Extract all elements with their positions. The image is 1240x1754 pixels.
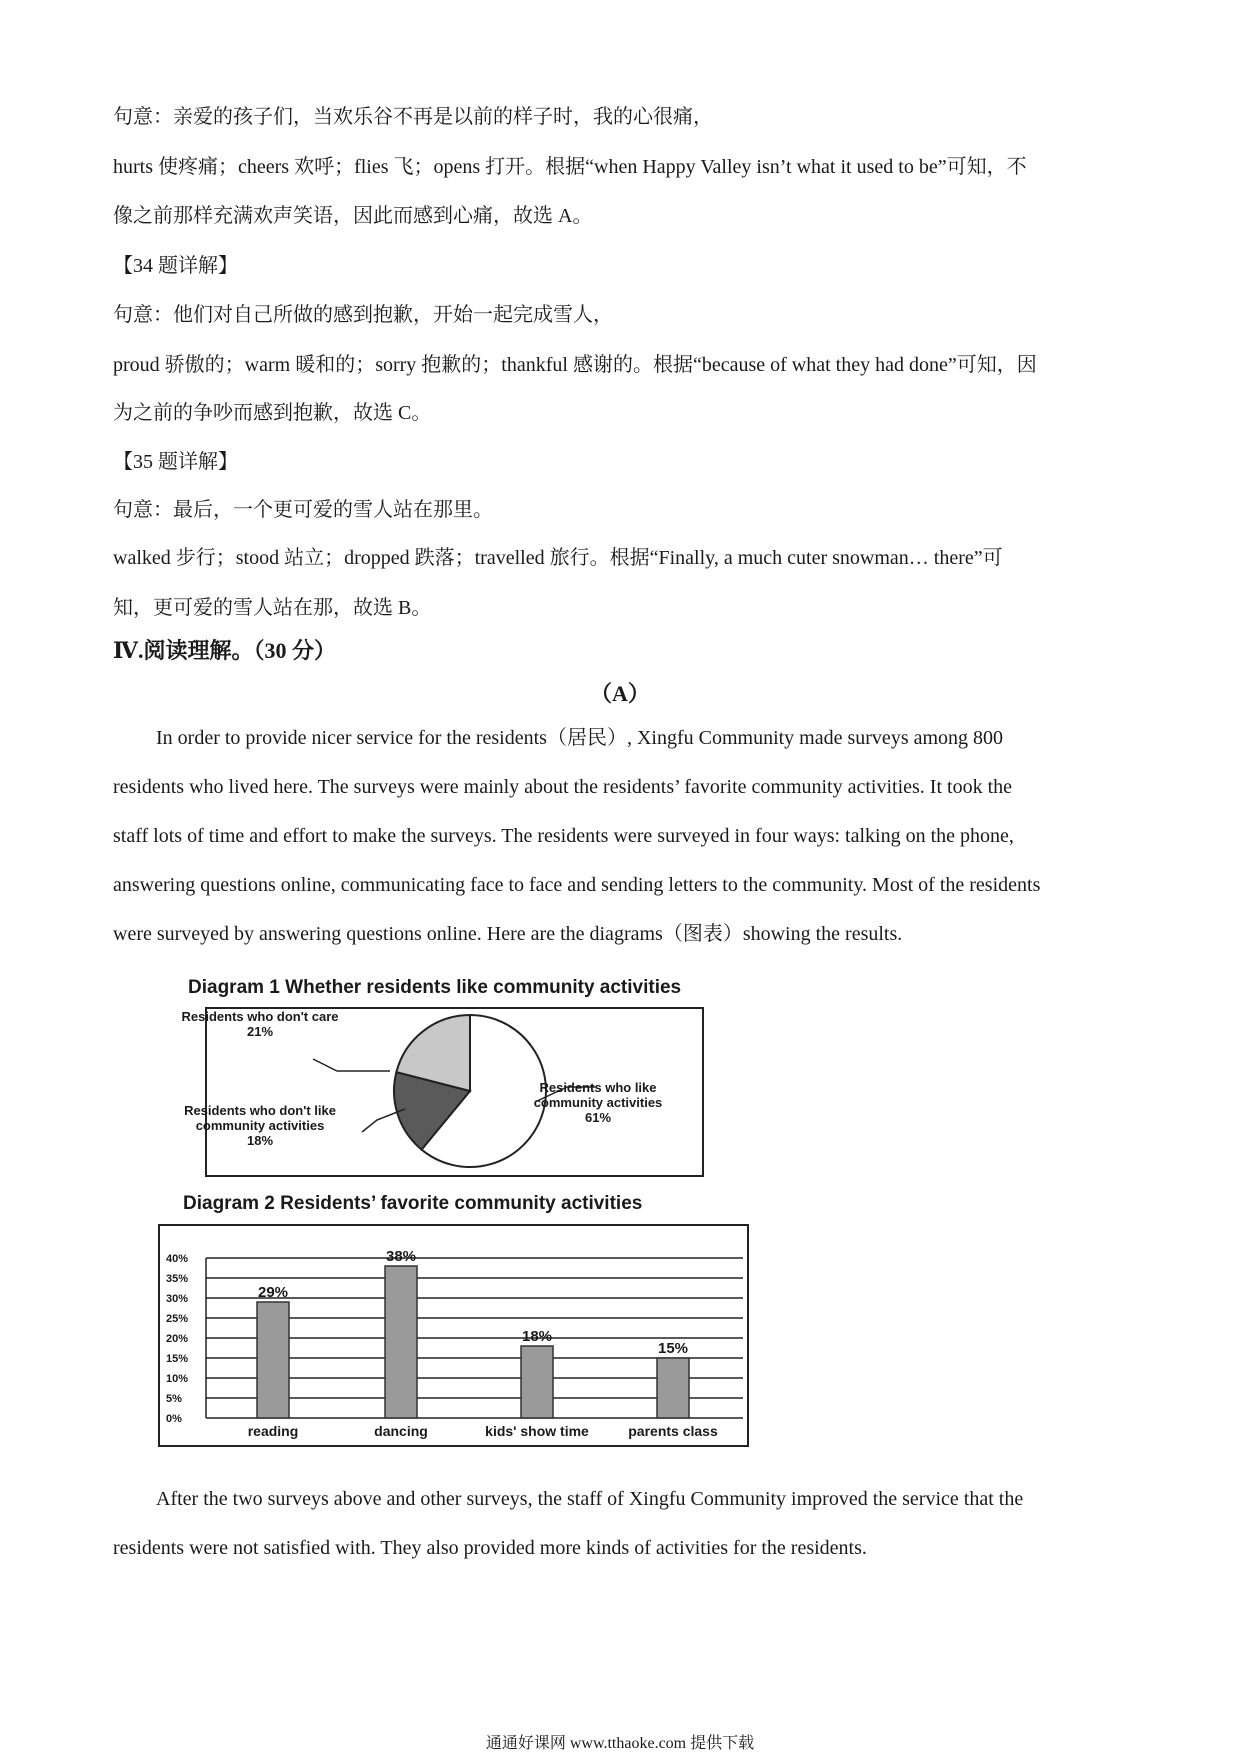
passage-line-6: After the two surveys above and other surveys, the staff of Xingfu Community improved the service that the [156, 1488, 1024, 1510]
x-category-label: parents class [628, 1423, 718, 1439]
passage-line-2: residents who lived here. The surveys were mainly about the residents’ favorite community activities. It took the [113, 776, 1013, 798]
bar-data-label: 15% [657, 1340, 689, 1357]
pie-label-dont-care: Residents who don't care [181, 1009, 339, 1024]
bar-dancing [385, 1266, 417, 1418]
explanation-34-reason: 为之前的争吵而感到抱歉，故选 C。 [113, 402, 432, 424]
explanation-35-options: walked 步行；stood 站立；dropped 跌落；travelled 旅行。根据“Finally, a much cuter snowman… there”可 [113, 547, 1003, 569]
y-tick-label: 5% [166, 1393, 182, 1405]
x-category-label: dancing [374, 1423, 428, 1439]
part-title: （A） [590, 681, 650, 706]
pie-label-like: community activities [533, 1095, 663, 1110]
y-tick-label: 35% [166, 1273, 189, 1285]
bar-reading [257, 1302, 289, 1418]
diagram-2-title: Diagram 2 Residents’ favorite community activities [183, 1193, 643, 1214]
y-tick-label: 30% [166, 1293, 189, 1305]
bar-kids-show-time [521, 1346, 553, 1418]
section-title: Ⅳ.阅读理解。（30 分） [113, 638, 336, 663]
explanation-34-sense: 句意：他们对自己所做的感到抱歉，开始一起完成雪人， [113, 304, 613, 326]
bar-data-label: 18% [521, 1328, 553, 1345]
question-34-heading: 【34 题详解】 [113, 255, 238, 277]
y-tick-label: 25% [166, 1313, 189, 1325]
y-tick-label: 15% [166, 1353, 189, 1365]
passage-line-7: residents were not satisfied with. They also provided more kinds of activities for the residents. [113, 1537, 867, 1559]
y-tick-label: 20% [166, 1333, 189, 1345]
question-35-heading: 【35 题详解】 [113, 451, 238, 473]
bar-data-label: 38% [385, 1248, 417, 1265]
pie-label-like: Residents who like [539, 1080, 657, 1095]
explanation-34-options: proud 骄傲的；warm 暖和的；sorry 抱歉的；thankful 感谢的。根据“because of what they had done”可知，因 [113, 354, 1037, 376]
y-tick-label: 0% [166, 1413, 182, 1425]
bar-parents-class [657, 1358, 689, 1418]
pie-label-dont-like-pct: 18% [246, 1133, 274, 1148]
explanation-33-sense: 句意：亲爱的孩子们，当欢乐谷不再是以前的样子时，我的心很痛， [113, 106, 713, 128]
diagram-1-title: Diagram 1 Whether residents like community activities [188, 977, 682, 998]
bar-data-label: 29% [257, 1284, 289, 1301]
bar-chart [158, 1224, 750, 1448]
explanation-35-reason: 知，更可爱的雪人站在那，故选 B。 [113, 597, 432, 619]
y-tick-label: 40% [166, 1253, 189, 1265]
pie-label-dont-like: community activities [195, 1118, 325, 1133]
explanation-35-sense: 句意：最后，一个更可爱的雪人站在那里。 [113, 499, 493, 521]
passage-line-4: answering questions online, communicating face to face and sending letters to the community. Most of the residents [113, 874, 1041, 896]
explanation-33-options: hurts 使疼痛；cheers 欢呼；flies 飞；opens 打开。根据“when Happy Valley isn’t what it used to be”可知，不 [113, 156, 1027, 178]
pie-chart [181, 1007, 705, 1177]
explanation-33-reason: 像之前那样充满欢声笑语，因此而感到心痛，故选 A。 [113, 205, 593, 227]
y-tick-label: 10% [166, 1373, 189, 1385]
footer-source: 通通好课网 www.tthaoke.com 提供下载 [485, 1735, 755, 1752]
passage-line-1: In order to provide nicer service for the residents（居民）, Xingfu Community made surveys among 800 [156, 727, 1004, 749]
passage-line-3: staff lots of time and effort to make the surveys. The residents were surveyed in four ways: talking on the phone, [113, 825, 1014, 847]
pie-label-dont-like: Residents who don't like [184, 1103, 336, 1118]
x-category-label: reading [247, 1423, 299, 1439]
x-category-label: kids' show time [485, 1423, 589, 1439]
passage-line-5: were surveyed by answering questions online. Here are the diagrams（图表）showing the results. [113, 923, 903, 945]
pie-label-dont-care-pct: 21% [246, 1024, 274, 1039]
pie-label-like-pct: 61% [584, 1110, 612, 1125]
